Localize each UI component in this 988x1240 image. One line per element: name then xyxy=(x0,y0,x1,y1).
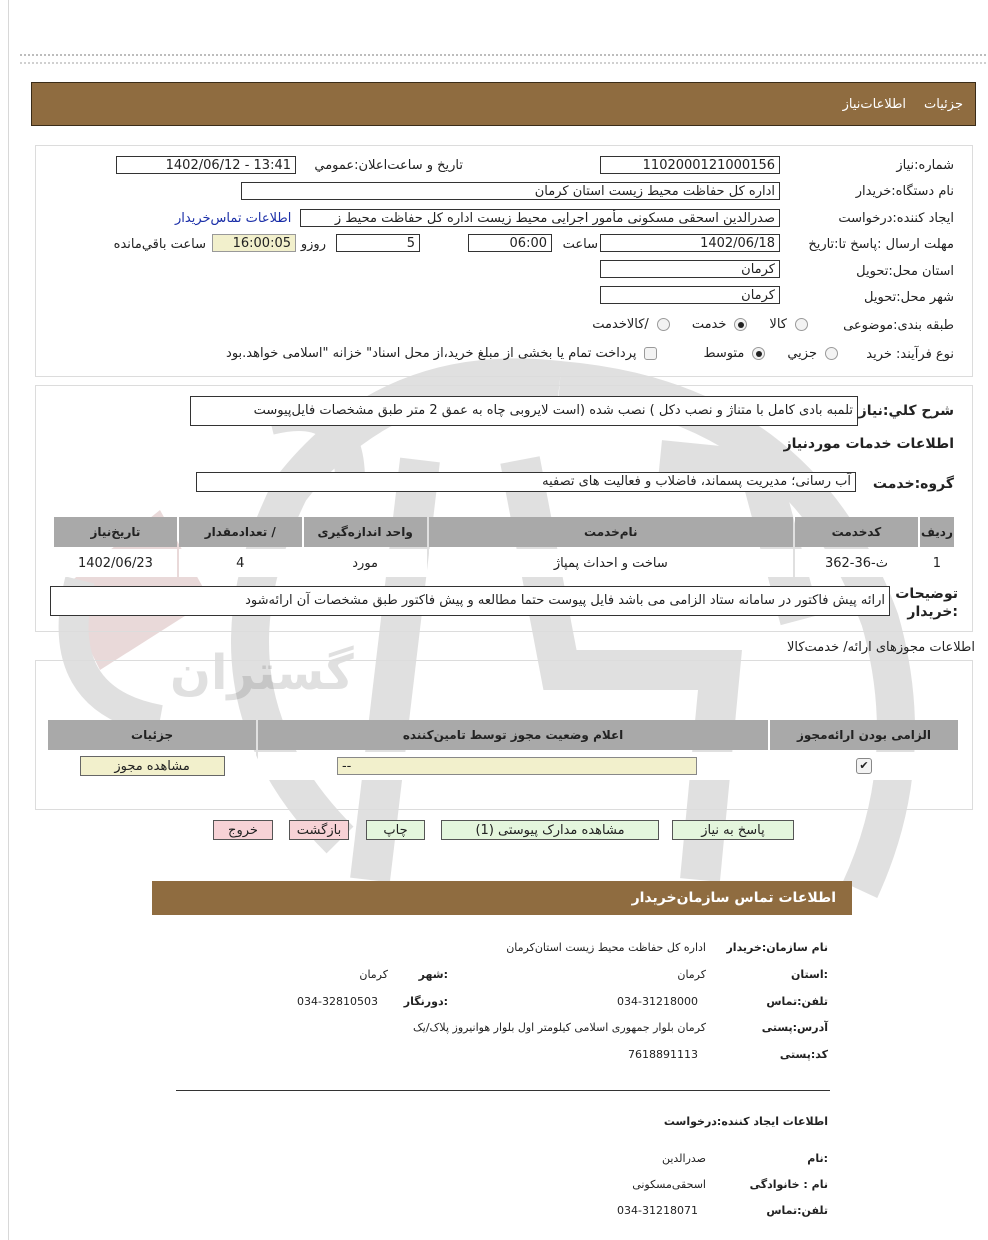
col-service-code: کدخدمت xyxy=(795,517,918,547)
contact-postal-label: کد:پستی xyxy=(779,1048,828,1061)
cell-quantity: 4 xyxy=(179,549,302,577)
col-permit-required: الزامی بودن ارائه‌مجوز xyxy=(770,720,958,750)
contact-fax-label: :دورنگار xyxy=(403,995,448,1008)
category-radio-group xyxy=(592,317,808,332)
cell-permit-status xyxy=(258,752,768,780)
print-button[interactable]: چاپ xyxy=(366,820,425,840)
contact-city-value: کرمان xyxy=(359,968,388,981)
buyer-notes-label xyxy=(895,585,958,621)
cell-need-date: 1402/06/23 xyxy=(54,549,177,577)
treasury-checkbox[interactable] xyxy=(644,347,657,360)
permit-required-checkbox[interactable]: ✔ xyxy=(856,758,872,774)
view-attachments-button[interactable]: مشاهده مدارک پیوستی (1) xyxy=(441,820,659,840)
category-radio-service[interactable] xyxy=(734,318,747,331)
cell-service-name: ساخت و احداث پمپاژ xyxy=(429,549,794,577)
contact-phone-label: تلفن:تماس xyxy=(766,995,828,1008)
need-info-panel xyxy=(35,145,973,377)
title-need-info: اطلاعات‌نیاز xyxy=(842,96,907,112)
city-label: شهر محل:تحویل xyxy=(864,290,954,305)
back-button[interactable]: بازگشت xyxy=(289,820,349,840)
col-need-date: تاریخ‌نیاز xyxy=(54,517,177,547)
creator-label: ایجاد کننده:درخواست xyxy=(838,211,954,226)
col-service-name: نام‌خدمت xyxy=(429,517,794,547)
province-label: استان محل:تحویل xyxy=(856,264,954,279)
deadline-time-label: ساعت xyxy=(562,237,598,252)
view-permit-button[interactable]: مشاهده مجوز xyxy=(80,756,225,776)
service-group-field: آب رسانی؛ مدیریت پسماند، فاضلاب و فعالیت های تصفیه xyxy=(196,472,856,492)
contact-org-value: اداره کل حفاظت محیط زیست استان‌کرمان xyxy=(506,941,706,954)
dotted-divider xyxy=(20,54,986,64)
cell-permit-required xyxy=(770,752,958,780)
contact-address-label: آدرس:پستی xyxy=(761,1021,828,1034)
contact-city-label: :شهر xyxy=(418,968,448,981)
services-table xyxy=(52,515,956,579)
creator-field: صدرالدین اسحقی مسکونی مأمور اجرایی محیط زیست اداره کل حفاظت محیط ز xyxy=(300,209,780,227)
process-radio-medium[interactable] xyxy=(752,347,765,360)
deadline-time-field: 06:00 xyxy=(468,234,552,252)
process-radio-partial[interactable] xyxy=(825,347,838,360)
deadline-label: مهلت ارسال :پاسخ تا:تاریخ xyxy=(808,237,954,252)
remaining-time-field: 16:00:05 xyxy=(212,234,296,252)
process-radio-group xyxy=(226,346,838,361)
creator-first-name-label: :نام xyxy=(807,1152,828,1165)
announce-label: تاریخ و ساعت‌اعلان:عمومي xyxy=(314,158,463,173)
col-quantity: / تعدادمقدار xyxy=(179,517,302,547)
process-option-partial: جزیي xyxy=(787,346,817,361)
cell-unit: مورد xyxy=(304,549,427,577)
need-number-label: شماره:نیاز xyxy=(896,158,954,173)
title-details: جزئیات xyxy=(924,96,963,112)
creator-info-heading: اطلاعات ایجاد کننده:درخواست xyxy=(663,1115,828,1128)
buyer-org-field: اداره کل حفاظت محیط زیست استان کرمان xyxy=(241,182,780,200)
announce-field: 1402/06/12 - 13:41 xyxy=(116,156,296,174)
contact-province-label: :استان xyxy=(791,968,828,981)
reply-to-need-button[interactable]: پاسخ به نیاز xyxy=(672,820,794,840)
category-label: طبقه بندی:موضوعی xyxy=(843,318,954,333)
buyer-org-label: نام دستگاه:خریدار xyxy=(855,184,954,199)
contact-address-value: کرمان بلوار جمهوری اسلامی کیلومتر اول بلوار هوانیروز پلاک/یک xyxy=(412,1021,706,1034)
process-option-medium: متوسط xyxy=(703,346,745,361)
permits-heading: اطلاعات مجوزهای ارائه/ خدمت‌کالا xyxy=(786,640,975,655)
category-option-service: خدمت xyxy=(691,317,727,332)
services-table-header xyxy=(54,517,954,547)
summary-label: شرح کلي:نیاز xyxy=(858,403,954,419)
buyer-notes-label-line2: :خریدار xyxy=(907,604,958,620)
services-heading: اطلاعات خدمات موردنیاز xyxy=(783,436,954,452)
permits-table-header xyxy=(48,720,958,750)
days-label: روزو xyxy=(300,237,326,252)
contact-postal-value: 7618891113 xyxy=(628,1048,698,1061)
page-left-border xyxy=(8,0,9,1240)
province-field: کرمان xyxy=(600,260,780,278)
permits-table xyxy=(46,718,960,782)
table-row xyxy=(48,752,958,780)
col-row-number: ردیف xyxy=(920,517,954,547)
treasury-text: پرداخت تمام یا بخشی از مبلغ خرید،از محل اسناد" خزانه "اسلامی خواهد.بود xyxy=(226,346,637,361)
cell-service-code: ث-36-362 xyxy=(795,549,918,577)
service-group-label: گروه:خدمت xyxy=(872,476,954,492)
creator-phone-label: تلفن:تماس xyxy=(766,1204,828,1217)
col-permit-status: اعلام وضعیت مجوز توسط تامین‌کننده xyxy=(258,720,768,750)
remaining-time-label: ساعت باقي‌مانده xyxy=(113,237,206,252)
table-row xyxy=(54,549,954,577)
creator-last-name-label: نام : خانوادگی xyxy=(749,1178,828,1191)
buyer-notes-field: ارائه پیش فاکتور در سامانه ستاد الزامی می باشد فایل پیوست حتما مطالعه و پیش فاکتور طبق مشخصات آن ارائه‌شود xyxy=(50,586,890,616)
col-permit-details: جزئیات xyxy=(48,720,256,750)
days-remaining-field: 5 xyxy=(336,234,420,252)
deadline-date-field: 1402/06/18 xyxy=(600,234,780,252)
exit-button[interactable]: خروج xyxy=(213,820,273,840)
process-type-label: نوع فرآیند: خرید xyxy=(866,347,954,362)
category-radio-goods-service[interactable] xyxy=(657,318,670,331)
permit-status-field: -- xyxy=(337,757,697,775)
cell-row-number: 1 xyxy=(920,549,954,577)
category-option-goods: کالا xyxy=(769,317,787,332)
contact-divider xyxy=(176,1090,830,1091)
creator-last-name-value: اسحقی‌مسکونی xyxy=(632,1178,706,1191)
col-unit: واحد اندازه‌گیری xyxy=(304,517,427,547)
category-option-goods-service: /کالاخدمت xyxy=(592,317,649,332)
city-field: کرمان xyxy=(600,286,780,304)
contact-fax-value: 034-32810503 xyxy=(297,995,378,1008)
summary-field: تلمبه بادی کامل با متناژ و نصب دکل ) نصب شده (است لایروبی چاه به عمق 2 متر طبق مشخصات فایل‌پیوست xyxy=(190,396,858,426)
page-title-bar xyxy=(31,82,976,126)
contact-org-label: نام سازمان:خریدار xyxy=(726,941,828,954)
buyer-notes-label-line1: توضیحات xyxy=(895,586,958,602)
contact-title-bar xyxy=(152,881,852,915)
creator-phone-value: 034-31218071 xyxy=(617,1204,698,1217)
watermark-text: گستران xyxy=(170,645,354,701)
contact-province-value: کرمان xyxy=(677,968,706,981)
buyer-contact-link[interactable]: اطلاعات تماس‌خریدار xyxy=(175,211,292,226)
need-number-field: 1102000121000156 xyxy=(600,156,780,174)
cell-permit-details xyxy=(48,752,256,780)
contact-phone-value: 034-31218000 xyxy=(617,995,698,1008)
creator-first-name-value: صدرالدین xyxy=(661,1152,706,1165)
category-radio-goods[interactable] xyxy=(795,318,808,331)
contact-title: اطلاعات تماس سازمان‌خریدار xyxy=(631,890,836,906)
